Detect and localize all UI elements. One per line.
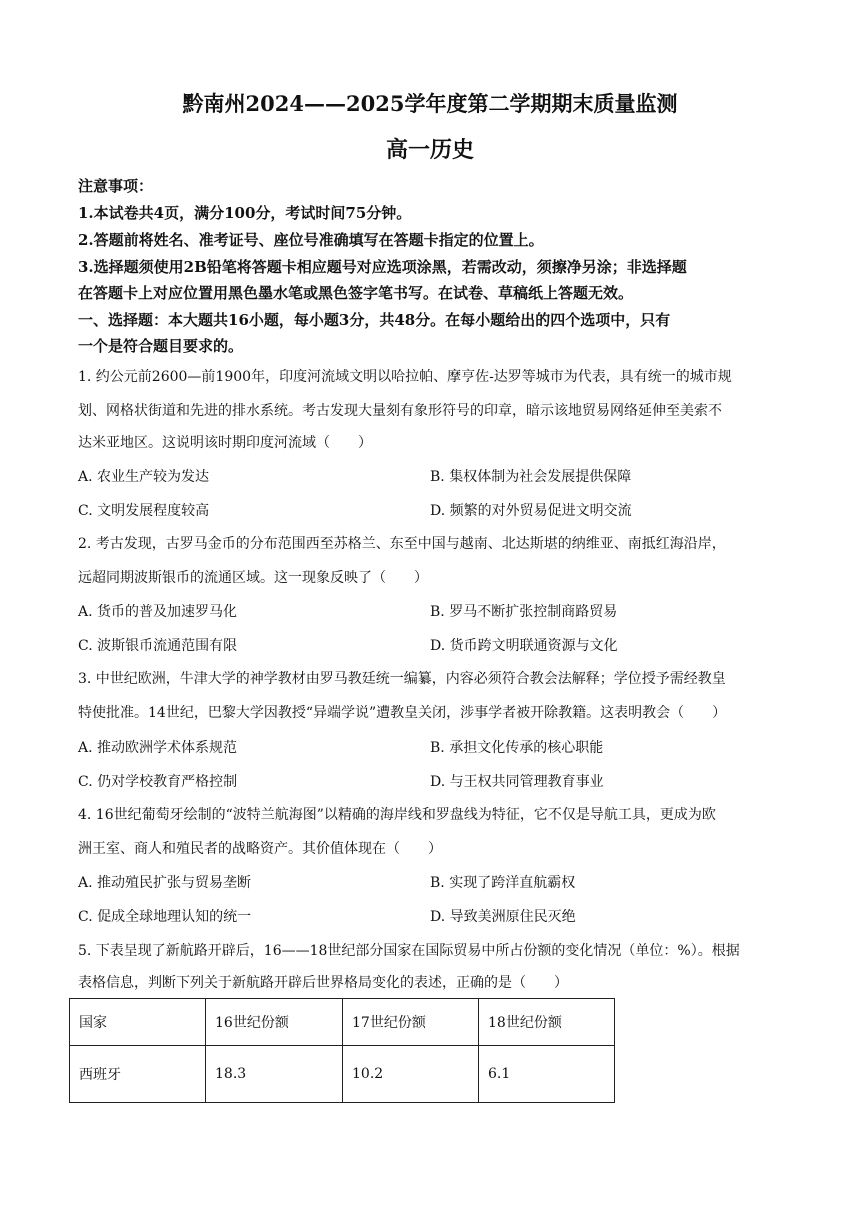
question-4-option-a: A. 推动殖民扩张与贸易垄断 (78, 875, 252, 891)
notes-item-2: 2.答题前将姓名、准考证号、座位号准确填写在答题卡指定的位置上。 (78, 231, 544, 249)
table-header-cell: 18世纪份额 (479, 999, 615, 1046)
table-row (70, 1046, 615, 1103)
question-1-line-1: 1. 约公元前2600—前1900年，印度河流域文明以哈拉帕、摩亨佐-达罗等城市为代表，具有统一的城市规 (78, 369, 732, 385)
question-1-line-3: 达米亚地区。这说明该时期印度河流域（ ） (78, 435, 372, 451)
question-2-option-c: C. 波斯银币流通范围有限 (78, 638, 238, 654)
table-cell: 6.1 (479, 1046, 615, 1103)
question-2-line-2: 远超同期波斯银币的流通区域。这一现象反映了（ ） (78, 570, 428, 586)
notes-item-1: 1.本试卷共4页，满分100分，考试时间75分钟。 (78, 204, 412, 222)
question-4-option-d: D. 导致美洲原住民灭绝 (430, 909, 576, 925)
question-3-option-d: D. 与王权共同管理教育事业 (430, 774, 604, 790)
question-2-option-b: B. 罗马不断扩张控制商路贸易 (430, 604, 618, 620)
exam-title: 黔南州2024——2025学年度第二学期期末质量监测 (182, 91, 678, 116)
question-3-line-1: 3. 中世纪欧洲，牛津大学的神学教材由罗马教廷统一编纂，内容必须符合教会法解释；学位授予需经教皇 (78, 671, 726, 687)
question-3-line-2: 特使批准。14世纪，巴黎大学因教授“异端学说”遭教皇关闭，涉事学者被开除教籍。这表明教会（ ） (78, 705, 727, 721)
question-4-option-b: B. 实现了跨洋直航霸权 (430, 875, 576, 891)
question-1-line-2: 划、网格状街道和先进的排水系统。考古发现大量刻有象形符号的印章，暗示该地贸易网络延伸至美索不 (78, 403, 722, 419)
question-2-option-a: A. 货币的普及加速罗马化 (78, 604, 238, 620)
question-2-option-d: D. 货币跨文明联通资源与文化 (430, 638, 618, 654)
question-4-option-c: C. 促成全球地理认知的统一 (78, 909, 252, 925)
question-5-line-1: 5. 下表呈现了新航路开辟后，16——18世纪部分国家在国际贸易中所占份额的变化情况（单位：%）。根据 (78, 943, 740, 959)
notes-heading: 注意事项： (78, 177, 154, 195)
table-header-cell: 16世纪份额 (206, 999, 343, 1046)
question-1-option-b: B. 集权体制为社会发展提供保障 (430, 469, 632, 485)
question-5-line-2: 表格信息，判断下列关于新航路开辟后世界格局变化的表述，正确的是（ ） (78, 975, 568, 991)
question-2-line-1: 2. 考古发现，古罗马金币的分布范围西至苏格兰、东至中国与越南、北达斯堪的纳维亚、南抵红海沿岸， (78, 536, 726, 552)
question-1-option-c: C. 文明发展程度较高 (78, 503, 210, 519)
table-cell: 10.2 (343, 1046, 479, 1103)
exam-subject: 高一历史 (385, 137, 474, 163)
table-header-cell: 17世纪份额 (343, 999, 479, 1046)
question-1-option-d: D. 频繁的对外贸易促进文明交流 (430, 503, 632, 519)
question-4-line-1: 4. 16世纪葡萄牙绘制的“波特兰航海图”以精确的海岸线和罗盘线为特征，它不仅是导航工具，更成为欧 (78, 807, 716, 823)
section-heading: 一、选择题：本大题共16小题，每小题3分，共48分。在每小题给出的四个选项中，只有 (78, 311, 671, 329)
question-3-option-c: C. 仍对学校教育严格控制 (78, 774, 238, 790)
trade-share-table (69, 998, 615, 1103)
table-cell: 西班牙 (70, 1046, 206, 1103)
section-heading-cont: 一个是符合题目要求的。 (78, 337, 244, 355)
table-header-row (70, 999, 615, 1046)
notes-item-3: 3.选择题须使用2B铅笔将答题卡相应题号对应选项涂黑，若需改动，须擦净另涂；非选择题 (78, 258, 687, 276)
table-cell: 18.3 (206, 1046, 343, 1103)
question-1-option-a: A. 农业生产较为发达 (78, 469, 210, 485)
table-header-cell: 国家 (70, 999, 206, 1046)
question-4-line-2: 洲王室、商人和殖民者的战略资产。其价值体现在（ ） (78, 841, 442, 857)
notes-item-3-cont: 在答题卡上对应位置用黑色墨水笔或黑色签字笔书写。在试卷、草稿纸上答题无效。 (78, 284, 634, 302)
question-3-option-a: A. 推动欧洲学术体系规范 (78, 740, 238, 756)
question-3-option-b: B. 承担文化传承的核心职能 (430, 740, 604, 756)
